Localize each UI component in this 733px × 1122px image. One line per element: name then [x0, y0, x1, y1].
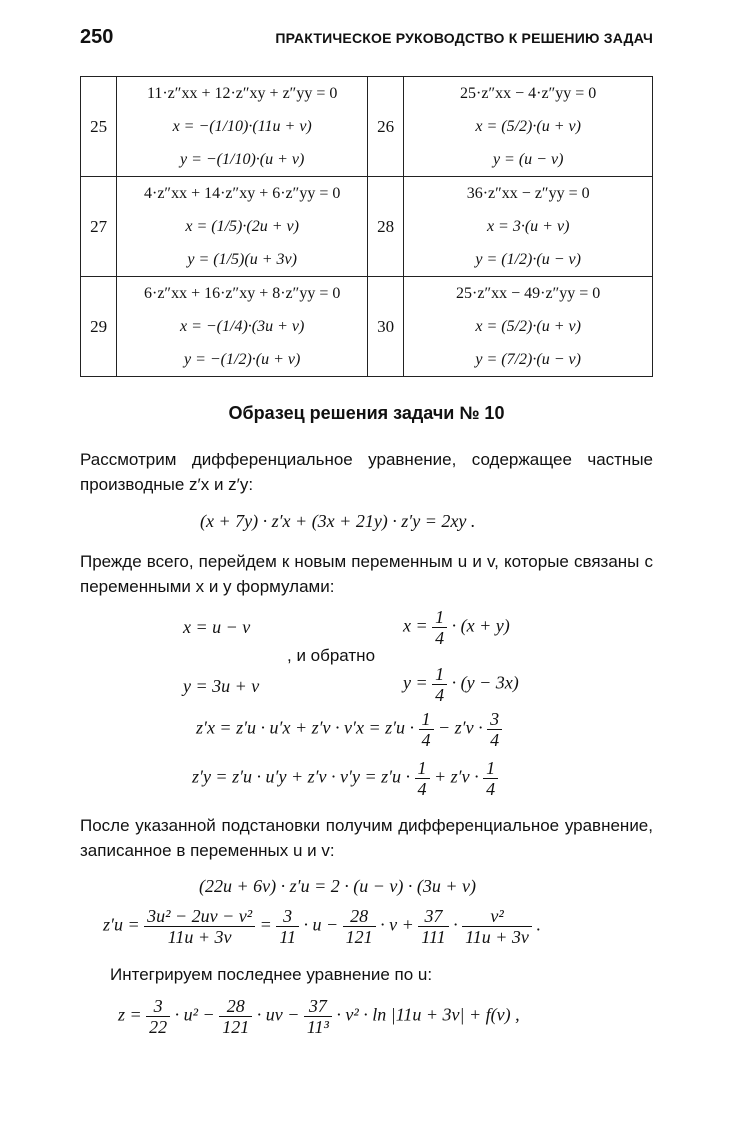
- running-title: ПРАКТИЧЕСКОЕ РУКОВОДСТВО К РЕШЕНИЮ ЗАДАЧ: [275, 30, 653, 46]
- z-term: · v² · ln |11u + 3v| + f(v) ,: [336, 1004, 520, 1025]
- pde-line: 11·z″xx + 12·z″xy + z″yy = 0: [146, 85, 338, 102]
- pde-line: 4·z″xx + 14·z″xy + 6·z″yy = 0: [143, 185, 341, 202]
- inverse-y: [403, 664, 519, 705]
- zu-expression: z′u = $\frac{\text{3u² − 2uv − v²}}{11u + 3v}$ = $\frac{3}{11}$ · u − $\frac{28}{121}$ · v + $\frac{37}{111}$ · $\frac{\text{v²}}{11u + 3v}$ .: [103, 906, 541, 947]
- pde-line: 25·z″xx − 49·z″yy = 0: [456, 285, 601, 302]
- table-row: [81, 277, 653, 377]
- y-substitution: y = (u − v): [492, 151, 564, 168]
- x-substitution: x = (5/2)·(u + v): [475, 118, 581, 135]
- task-number: 30: [368, 277, 404, 377]
- page-header: [80, 26, 653, 50]
- fraction: $\frac{37}{\text{11³}}$: [304, 996, 332, 1037]
- fraction: $\frac{1}{4}$: [432, 664, 447, 705]
- after-substitution-paragraph: После указанной подстановки получим дифференциальное уравнение, записанное в переменных u и v:: [80, 816, 653, 860]
- table-row: [81, 177, 653, 277]
- fraction: $\frac{37}{111}$: [418, 906, 448, 947]
- task-number: 25: [81, 77, 117, 177]
- change-variables-paragraph: Прежде всего, перейдем к новым переменным u и v, которые связаны с переменными x и y формулами:: [80, 552, 653, 596]
- inverse-y-lhs: y =: [403, 672, 428, 693]
- x-substitution: x = (1/5)·(2u + v): [185, 218, 299, 235]
- z-term: · uv −: [256, 1004, 300, 1025]
- inverse-x-lhs: x =: [403, 615, 428, 636]
- pde-line: 25·z″xx − 4·z″yy = 0: [460, 85, 597, 102]
- fraction: $\frac{1}{4}$: [432, 607, 447, 648]
- solution-z: [118, 996, 520, 1037]
- task-equations: [404, 77, 653, 177]
- zu-term: · u −: [303, 914, 339, 935]
- x-substitution: x = (5/2)·(u + v): [475, 318, 581, 335]
- task-number: 29: [81, 277, 117, 377]
- fraction: $\frac{28}{121}$: [343, 906, 376, 947]
- derivative-zy-lhs: z′y = z′u · u′y + z′v · v′y = z′u ·: [192, 766, 411, 787]
- y-substitution: y = (7/2)·(u − v): [475, 351, 581, 368]
- task-number: 28: [368, 177, 404, 277]
- task-number: 27: [81, 177, 117, 277]
- task-table: [80, 76, 653, 377]
- x-substitution: x = −(1/10)·(11u + v): [172, 118, 312, 135]
- task-equations: [404, 177, 653, 277]
- x-substitution: x = −(1/4)·(3u + v): [179, 318, 305, 335]
- zu-term: · v +: [380, 914, 414, 935]
- substitution-y: y = 3u + v: [183, 676, 260, 696]
- derivative-zx: [196, 709, 502, 750]
- fraction: $\frac{1}{4}$: [415, 758, 430, 799]
- y-substitution: y = −(1/2)·(u + v): [183, 351, 301, 368]
- zu-lhs: z′u =: [103, 914, 140, 935]
- y-substitution: y = −(1/10)·(u + v): [179, 151, 305, 168]
- y-substitution: y = (1/2)·(u − v): [475, 251, 581, 268]
- inverse-x: [403, 607, 510, 648]
- main-equation: (x + 7y) · z′x + (3x + 21y) · z′y = 2xy .: [200, 511, 476, 531]
- x-substitution: x = 3·(u + v): [486, 218, 570, 235]
- z-term: · u² −: [174, 1004, 215, 1025]
- pde-line: 6·z″xx + 16·z″xy + 8·z″yy = 0: [143, 285, 341, 302]
- substitution-x: x = u − v: [183, 617, 251, 637]
- fraction: $\frac{1}{4}$: [483, 758, 498, 799]
- inverse-x-rhs: · (x + y): [451, 615, 510, 636]
- task-equations: [117, 177, 368, 277]
- fraction: $\frac{3}{22}$: [146, 996, 170, 1037]
- z-lhs: z =: [118, 1004, 142, 1025]
- page-number: 250: [80, 26, 114, 48]
- fraction: $\frac{3}{11}$: [276, 906, 299, 947]
- derivative-zy: [192, 758, 498, 799]
- section-title: Образец решения задачи № 10: [228, 403, 505, 423]
- fraction: $\frac{\text{3u² − 2uv − v²}}{11u + 3v}$: [144, 906, 255, 947]
- integrate-text: Интегрируем последнее уравнение по u:: [110, 965, 433, 984]
- table-row: [81, 77, 653, 177]
- intro-paragraph: Рассмотрим дифференциальное уравнение, содержащее частные производные z′x и z′y:: [80, 450, 653, 494]
- task-equations: [404, 277, 653, 377]
- task-number: 26: [368, 77, 404, 177]
- derivative-zx-mid: − z′v ·: [438, 717, 483, 738]
- fraction: $\frac{\text{v²}}{11u + 3v}$: [462, 906, 532, 947]
- task-equations: [117, 77, 368, 177]
- transformed-equation: (22u + 6v) · z′u = 2 · (u − v) · (3u + v): [199, 876, 476, 896]
- derivative-zy-mid: + z′v ·: [434, 766, 479, 787]
- derivative-zx-lhs: z′x = z′u · u′x + z′v · v′x = z′u ·: [196, 717, 415, 738]
- inverse-y-rhs: · (y − 3x): [451, 672, 519, 693]
- zu-term: ·: [453, 914, 458, 935]
- task-equations: [117, 277, 368, 377]
- fraction: $\frac{28}{121}$: [219, 996, 252, 1037]
- pde-line: 36·z″xx − z″yy = 0: [466, 185, 590, 202]
- and-back-text: , и обратно: [287, 646, 376, 665]
- fraction: $\frac{3}{4}$: [487, 709, 502, 750]
- fraction: $\frac{1}{4}$: [419, 709, 434, 750]
- y-substitution: y = (1/5)(u + 3v): [187, 251, 297, 268]
